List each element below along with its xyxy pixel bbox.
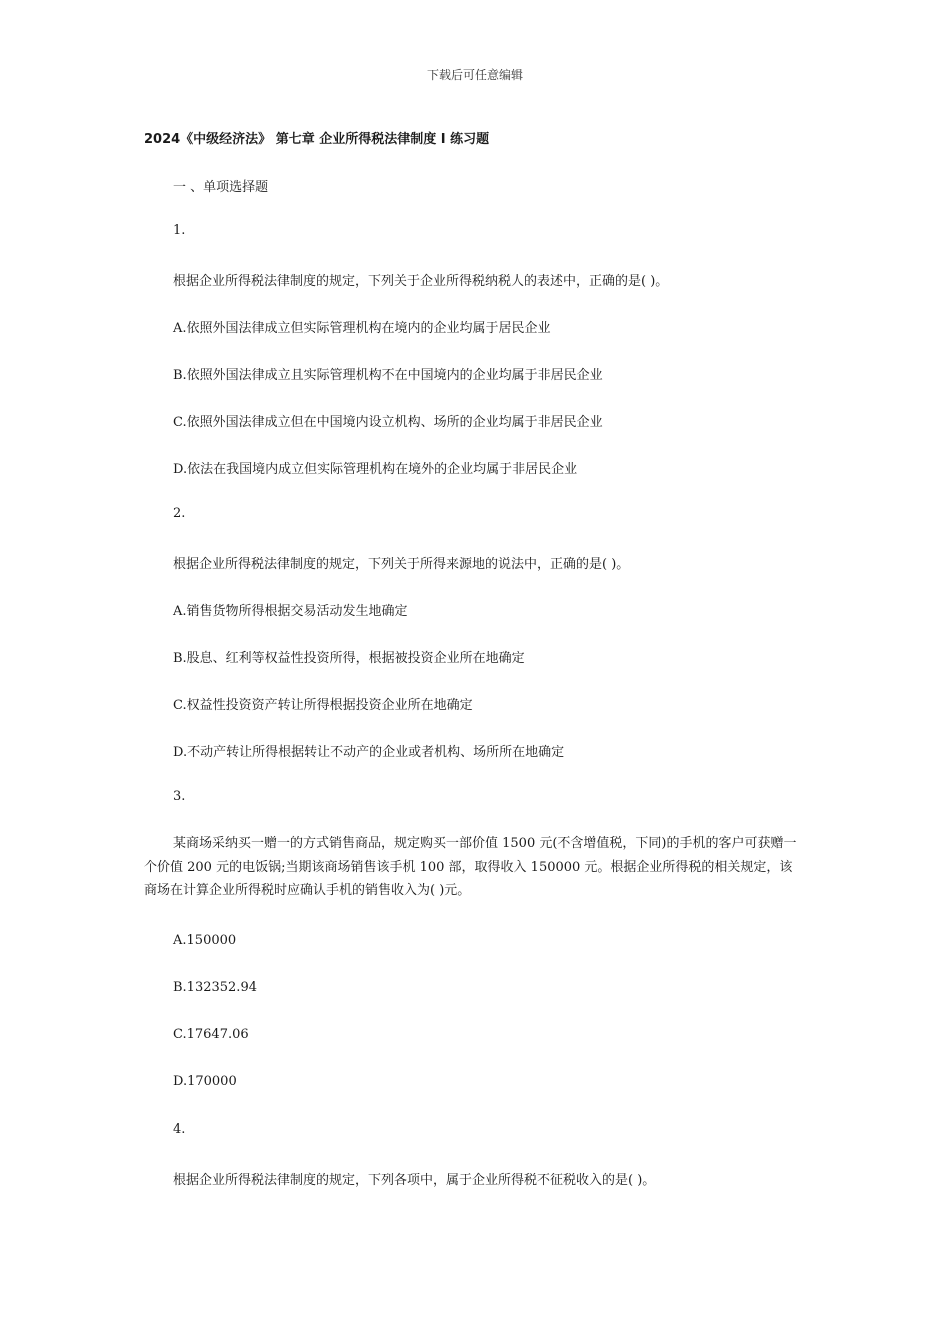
option-b: B.股息、红利等权益性投资所得，根据被投资企业所在地确定 xyxy=(173,651,525,666)
question-number: 2. xyxy=(173,506,186,521)
option-b: B.132352.94 xyxy=(173,980,257,995)
section-heading: 一 、单项选择题 xyxy=(173,180,269,195)
question-number: 3. xyxy=(173,789,186,804)
option-a: A.150000 xyxy=(173,933,237,948)
option-c: C.17647.06 xyxy=(173,1027,249,1042)
option-c: C.权益性投资资产转让所得根据投资企业所在地确定 xyxy=(173,698,473,713)
option-b: B.依照外国法律成立且实际管理机构不在中国境内的企业均属于非居民企业 xyxy=(173,368,603,383)
option-a: A.依照外国法律成立但实际管理机构在境内的企业均属于居民企业 xyxy=(173,321,551,336)
option-c: C.依照外国法律成立但在中国境内设立机构、场所的企业均属于非居民企业 xyxy=(173,415,603,430)
question-stem: 根据企业所得税法律制度的规定，下列关于企业所得税纳税人的表述中，正确的是( )。 xyxy=(173,274,669,289)
question-stem: 根据企业所得税法律制度的规定，下列关于所得来源地的说法中，正确的是( )。 xyxy=(173,557,630,572)
header-note: 下载后可任意编辑 xyxy=(426,68,523,82)
question-number: 1. xyxy=(173,223,186,238)
question-stem: 根据企业所得税法律制度的规定，下列各项中，属于企业所得税不征税收入的是( )。 xyxy=(173,1173,656,1188)
option-d: D.170000 xyxy=(173,1074,237,1089)
question-stem: 某商场采纳买一赠一的方式销售商品，规定购买一部价值 1500 元(不含增值税，下同)的手机的客户可获赠一个价值 200 元的电饭锅;当期该商场销售该手机 100 部，取得收入 150000 元。根据企业所得税的相关规定，该商场在计算企业所得税时应确认手机的销售收入为( )元。 xyxy=(144,836,797,898)
question-number: 4. xyxy=(173,1122,186,1137)
option-d: D.不动产转让所得根据转让不动产的企业或者机构、场所所在地确定 xyxy=(173,745,565,760)
option-d: D.依法在我国境内成立但实际管理机构在境外的企业均属于非居民企业 xyxy=(173,462,578,477)
document-title: 2024《中级经济法》 第七章 企业所得税法律制度 I 练习题 xyxy=(144,132,490,147)
option-a: A.销售货物所得根据交易活动发生地确定 xyxy=(173,604,408,619)
